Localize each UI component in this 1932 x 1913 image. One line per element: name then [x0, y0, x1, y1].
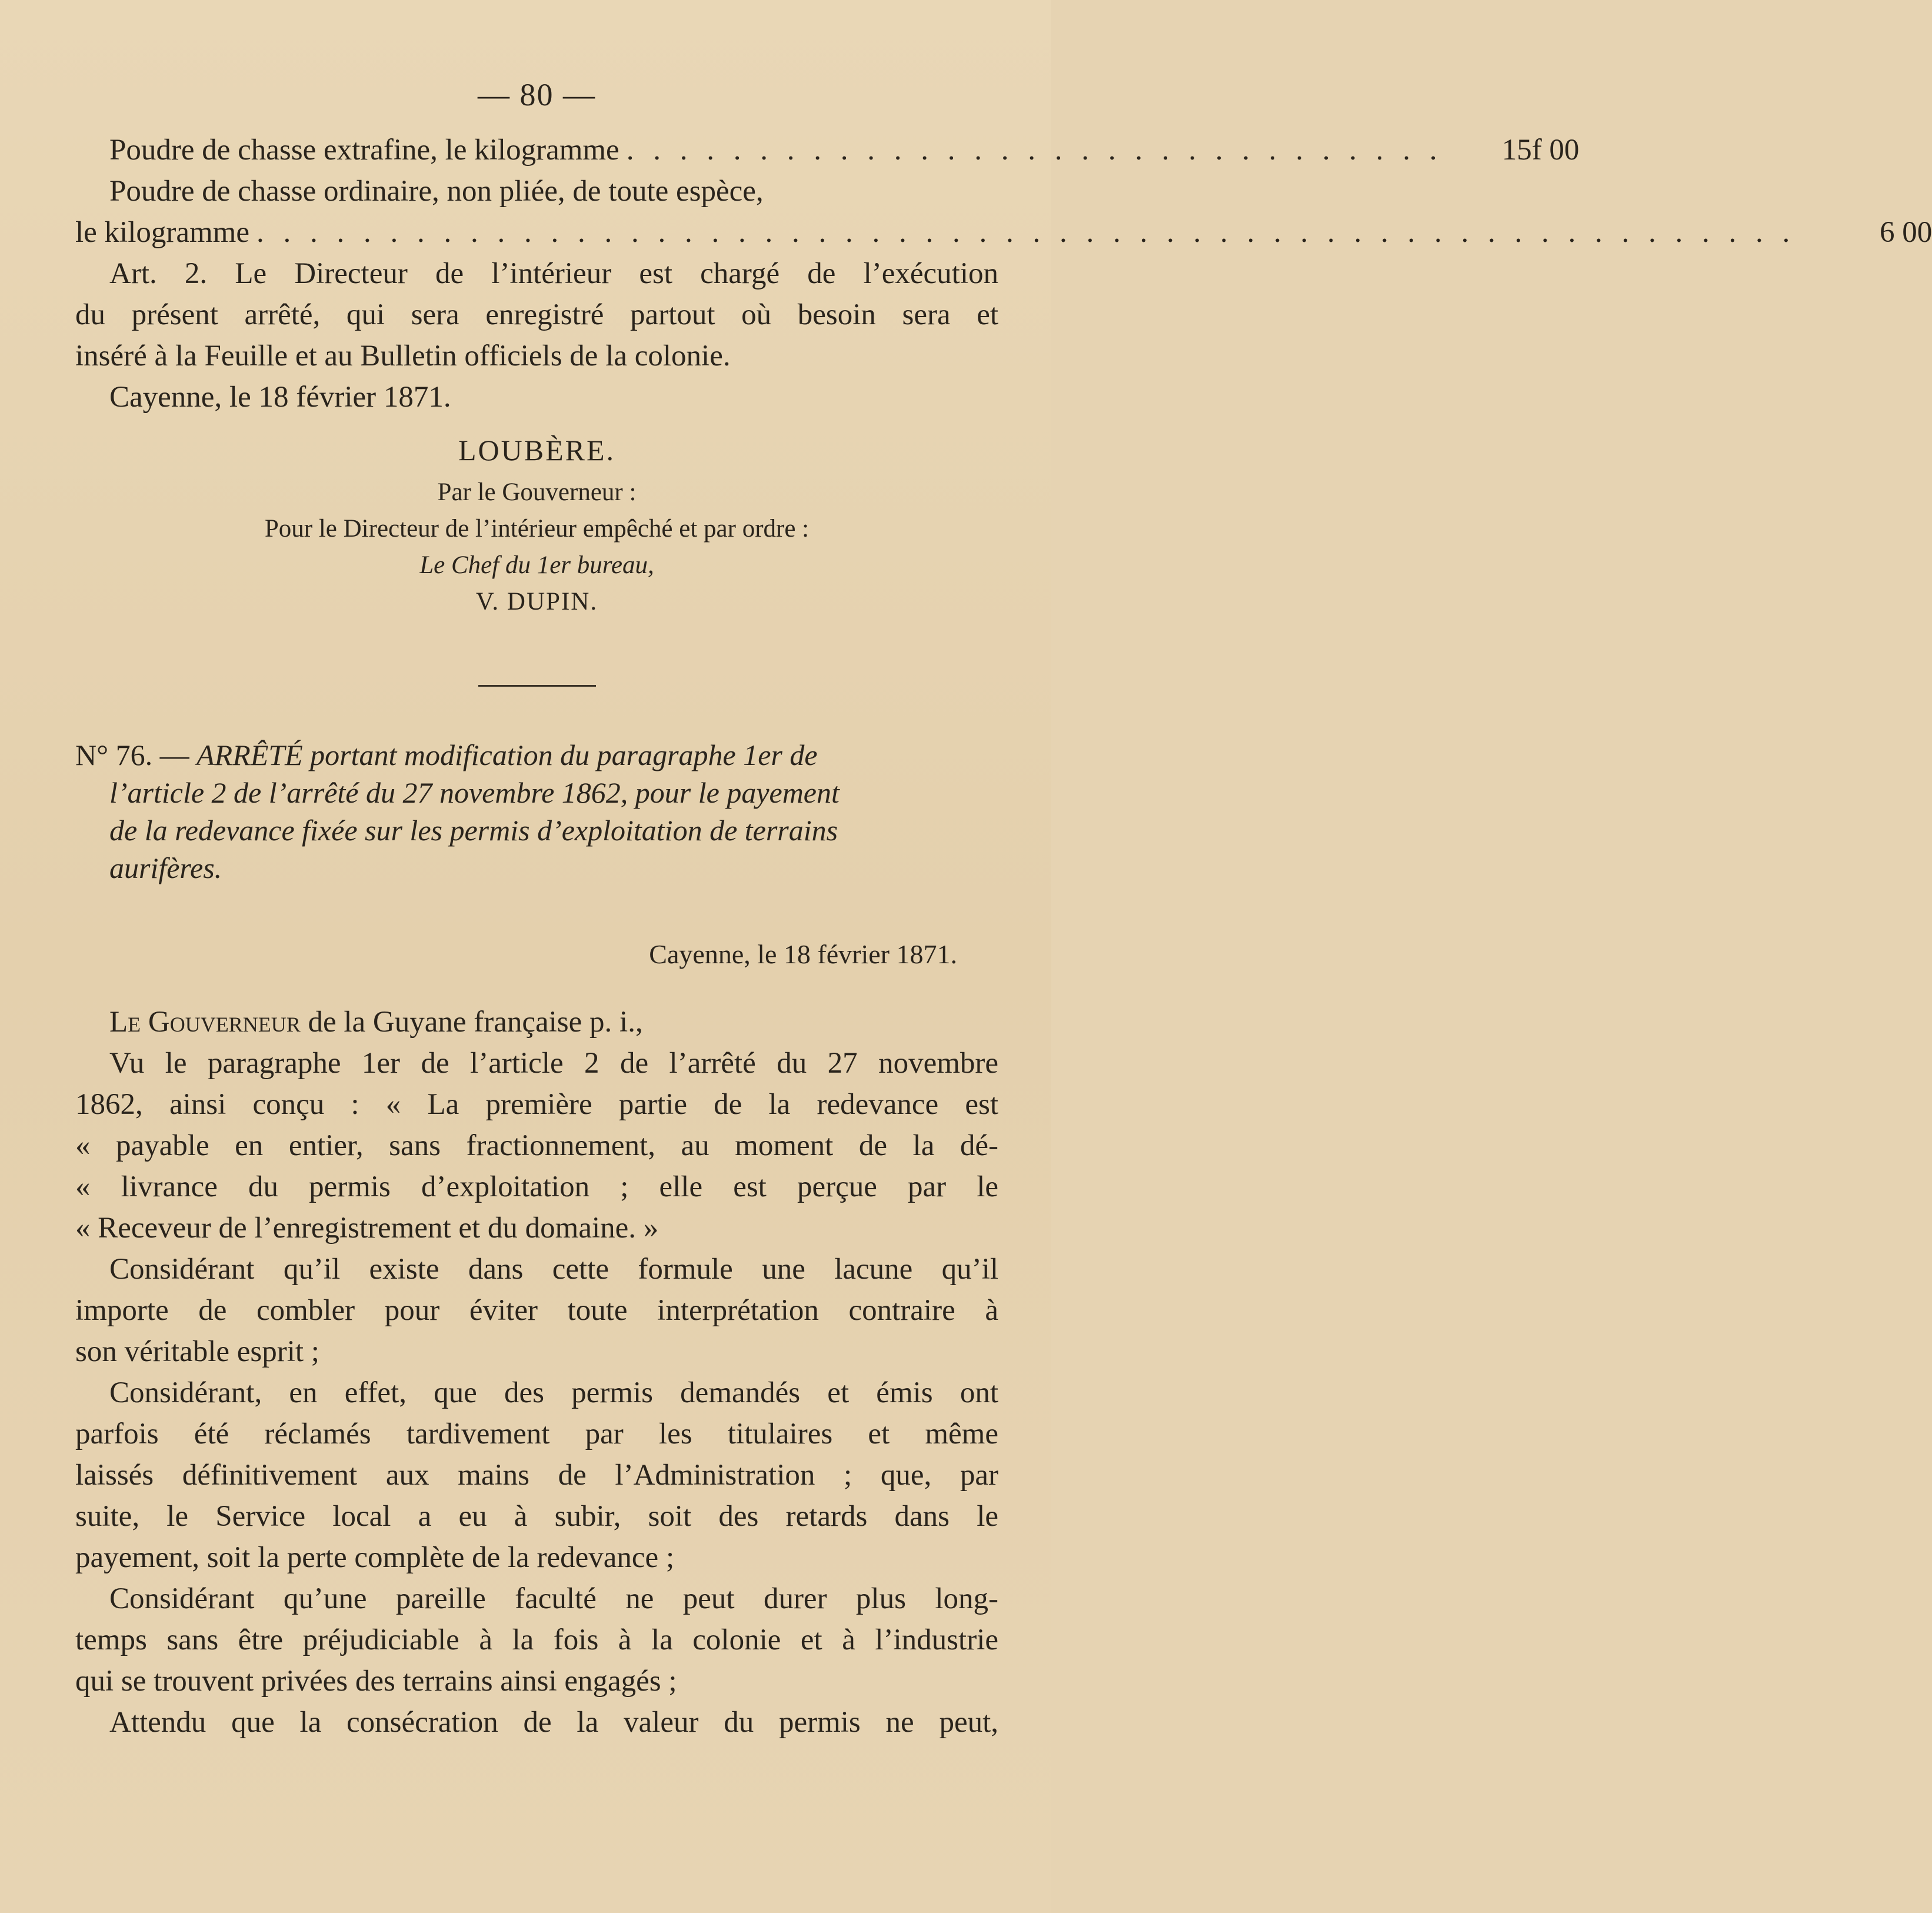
- body-line: qui se trouvent privées des terrains ainsi engagés ;: [75, 1665, 677, 1698]
- body-line: payement, soit la perte complète de la redevance ;: [75, 1541, 675, 1574]
- signature-name: LOUBÈRE.: [458, 434, 616, 467]
- signatory: V. DUPIN.: [475, 588, 598, 616]
- tariff-value: 6 00: [1880, 216, 1932, 249]
- body-line: Considérant qu’il existe dans cette formule une lacune qu’il: [109, 1253, 998, 1286]
- tariff-label: Poudre de chasse extrafine, le kilogramme: [109, 134, 619, 167]
- decree-title-line: de la redevance fixée sur les permis d’exploitation de terrains: [109, 814, 838, 847]
- decree-title-line: l’article 2 de l’arrêté du 27 novembre 1862, pour le payement: [109, 776, 840, 809]
- tariff-row-ordinaire-line1: Poudre de chasse ordinaire, non pliée, de toute espèce,: [109, 175, 764, 208]
- tariff-row-extrafine: [75, 129, 1580, 171]
- by-governor: Par le Gouverneur :: [437, 478, 637, 506]
- decree-title-line: aurifères.: [109, 851, 222, 884]
- governor-rest: de la Guyane française p. i.,: [300, 1006, 643, 1039]
- article-2-line: inséré à la Feuille et au Bulletin officiels de la colonie.: [75, 340, 731, 372]
- body-line: importe de combler pour éviter toute interprétation contraire à: [75, 1294, 998, 1327]
- leader-dots: . . . . . . . . . . . . . . . . . . . . . . . . . . . . . . . . . . . . . . . . . . . . . . . . . . . . . . . . . .: [257, 216, 1796, 249]
- body-line: temps sans être préjudiciable à la fois à la colonie et à l’industrie: [75, 1623, 998, 1656]
- body-line: « payable en entier, sans fractionnement, au moment de la dé-: [75, 1129, 998, 1162]
- tariff-label: le kilogramme: [75, 216, 249, 249]
- tariff-row-ordinaire: [75, 212, 1932, 253]
- tariff-value: 15f 00: [1501, 134, 1580, 167]
- body-line: 1862, ainsi conçu : « La première partie de la redevance est: [75, 1088, 998, 1121]
- decree-title-line-1: [75, 736, 998, 774]
- decree-number: N° 76. —: [75, 738, 189, 771]
- body-line: « livrance du permis d’exploitation ; elle est perçue par le: [75, 1170, 998, 1203]
- body-line: son véritable esprit ;: [75, 1335, 319, 1368]
- page-number: — 80 —: [478, 77, 596, 112]
- leader-dots: . . . . . . . . . . . . . . . . . . . . . . . . . . . . . . .: [626, 134, 1443, 167]
- body-line: laissés définitivement aux mains de l’Administration ; que, par: [75, 1459, 998, 1492]
- for-director: Pour le Directeur de l’intérieur empêché et par ordre :: [264, 515, 810, 543]
- body-line: Attendu que la consécration de la valeur du permis ne peut,: [109, 1706, 998, 1739]
- decree-date: Cayenne, le 18 février 1871.: [649, 939, 957, 969]
- place-date: Cayenne, le 18 février 1871.: [109, 381, 451, 414]
- body-line: suite, le Service local a eu à subir, soit des retards dans le: [75, 1500, 998, 1533]
- body-line: parfois été réclamés tardivement par les titulaires et même: [75, 1418, 998, 1450]
- chief-of-bureau: Le Chef du 1er bureau,: [419, 551, 654, 579]
- article-2-line: Art. 2. Le Directeur de l’intérieur est chargé de l’exécution: [109, 257, 998, 290]
- section-divider: [478, 685, 596, 687]
- governor-prefix: Le Gouverneur: [109, 1006, 301, 1039]
- body-line: Considérant qu’une pareille faculté ne peut durer plus long-: [109, 1582, 998, 1615]
- body-line: « Receveur de l’enregistrement et du domaine. »: [75, 1212, 659, 1245]
- decree-title-text: ARRÊTÉ portant modification du paragraphe 1er de: [196, 738, 818, 771]
- governor-preamble: [75, 1002, 998, 1043]
- body-line: Vu le paragraphe 1er de l’article 2 de l’arrêté du 27 novembre: [109, 1047, 998, 1080]
- body-line: Considérant, en effet, que des permis demandés et émis ont: [109, 1376, 998, 1409]
- article-2-line: du présent arrêté, qui sera enregistré partout où besoin sera et: [75, 298, 998, 331]
